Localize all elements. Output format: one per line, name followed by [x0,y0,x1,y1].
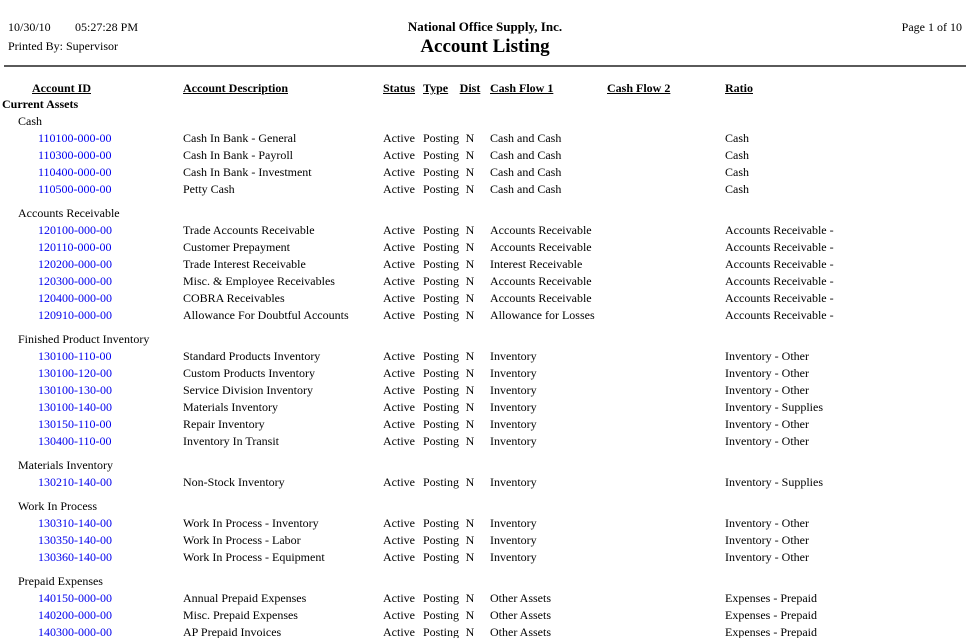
account-id-link[interactable]: 130150-110-00 [38,417,112,431]
dist-cell: N [465,550,475,564]
account-id-link[interactable]: 140150-000-00 [38,591,112,605]
type-cell: Posting [423,240,460,254]
ratio-cell: Accounts Receivable - [725,223,834,237]
account-description-cell: Cash In Bank - General [183,131,297,145]
section-label: Materials Inventory [18,458,113,472]
dist-cell: N [465,257,475,271]
account-id-link[interactable]: 120400-000-00 [38,291,112,305]
account-description-cell: Misc. Prepaid Expenses [183,608,298,622]
type-cell: Posting [423,434,460,448]
account-description-cell: Misc. & Employee Receivables [183,274,335,288]
account-description-cell: Standard Products Inventory [183,349,321,363]
cash-flow-1-cell: Inventory [490,516,537,530]
dist-cell: N [465,475,475,489]
ratio-cell: Inventory - Other [725,533,809,547]
status-cell: Active [383,533,415,547]
table-row [0,239,970,256]
table-row [0,607,970,624]
account-description-cell: Materials Inventory [183,400,278,414]
cash-flow-1-cell: Accounts Receivable [490,291,592,305]
cash-flow-1-cell: Other Assets [490,625,551,638]
column-header-cash-flow-2: Cash Flow 2 [607,81,671,95]
table-row [0,433,970,450]
cash-flow-1-cell: Cash and Cash [490,148,562,162]
status-cell: Active [383,550,415,564]
account-section [0,573,970,638]
cash-flow-1-cell: Accounts Receivable [490,240,592,254]
dist-cell: N [465,400,475,414]
table-row [0,474,970,491]
column-header-ratio: Ratio [725,81,753,95]
type-cell: Posting [423,223,460,237]
account-id-link[interactable]: 130100-110-00 [38,349,112,363]
ratio-cell: Accounts Receivable - [725,308,834,322]
table-row [0,164,970,181]
account-description-cell: Inventory In Transit [183,434,279,448]
cash-flow-1-cell: Accounts Receivable [490,274,592,288]
table-row [0,130,970,147]
account-description-cell: Repair Inventory [183,417,265,431]
table-row [0,147,970,164]
cash-flow-1-cell: Other Assets [490,591,551,605]
printed-by: Printed By: Supervisor [8,39,118,53]
status-cell: Active [383,400,415,414]
dist-cell: N [465,240,475,254]
cash-flow-1-cell: Inventory [490,533,537,547]
ratio-cell: Accounts Receivable - [725,240,834,254]
ratio-cell: Inventory - Other [725,550,809,564]
ratio-cell: Expenses - Prepaid [725,625,817,638]
type-cell: Posting [423,131,460,145]
status-cell: Active [383,516,415,530]
dist-cell: N [465,417,475,431]
ratio-cell: Inventory - Other [725,383,809,397]
ratio-cell: Cash [725,165,749,179]
status-cell: Active [383,274,415,288]
account-description-cell: AP Prepaid Invoices [183,625,282,638]
status-cell: Active [383,257,415,271]
type-cell: Posting [423,383,460,397]
ratio-cell: Inventory - Other [725,349,809,363]
ratio-cell: Cash [725,131,749,145]
table-row [0,624,970,638]
table-row [0,416,970,433]
account-description-cell: Trade Interest Receivable [183,257,306,271]
dist-cell: N [465,366,475,380]
account-id-link[interactable]: 120100-000-00 [38,223,112,237]
ratio-cell: Expenses - Prepaid [725,591,817,605]
status-cell: Active [383,131,415,145]
ratio-cell: Inventory - Supplies [725,475,823,489]
table-row [0,348,970,365]
status-cell: Active [383,475,415,489]
status-cell: Active [383,291,415,305]
type-cell: Posting [423,165,460,179]
ratio-cell: Inventory - Other [725,366,809,380]
section-label: Work In Process [18,499,98,513]
dist-cell: N [465,182,475,196]
print-date: 10/30/10 [8,20,51,34]
type-cell: Posting [423,417,460,431]
status-cell: Active [383,240,415,254]
column-header-account-description: Account Description [183,81,288,95]
account-section [0,331,970,450]
account-id-link[interactable]: 140300-000-00 [38,625,112,638]
account-id-link[interactable]: 120910-000-00 [38,308,112,322]
cash-flow-1-cell: Allowance for Losses [490,308,595,322]
account-id-link[interactable]: 110100-000-00 [38,131,112,145]
type-cell: Posting [423,148,460,162]
print-time: 05:27:28 PM [75,20,139,34]
column-header-cash-flow-1: Cash Flow 1 [490,81,554,95]
status-cell: Active [383,591,415,605]
account-description-cell: COBRA Receivables [183,291,285,305]
cash-flow-1-cell: Inventory [490,366,537,380]
type-cell: Posting [423,550,460,564]
account-id-link[interactable]: 130350-140-00 [38,533,112,547]
header-rule [4,65,966,67]
type-cell: Posting [423,608,460,622]
account-id-link[interactable]: 130210-140-00 [38,475,112,489]
type-cell: Posting [423,533,460,547]
cash-flow-1-cell: Cash and Cash [490,165,562,179]
status-cell: Active [383,349,415,363]
table-row [0,365,970,382]
type-cell: Posting [423,274,460,288]
column-header-type: Type [423,81,449,95]
cash-flow-1-cell: Interest Receivable [490,257,583,271]
type-cell: Posting [423,475,460,489]
account-description-cell: Trade Accounts Receivable [183,223,315,237]
type-cell: Posting [423,516,460,530]
cash-flow-1-cell: Other Assets [490,608,551,622]
cash-flow-1-cell: Inventory [490,349,537,363]
status-cell: Active [383,608,415,622]
status-cell: Active [383,148,415,162]
account-id-link[interactable]: 130100-130-00 [38,383,112,397]
account-section [0,498,970,566]
type-cell: Posting [423,349,460,363]
dist-cell: N [465,383,475,397]
dist-cell: N [465,165,475,179]
dist-cell: N [465,148,475,162]
account-description-cell: Non-Stock Inventory [183,475,285,489]
account-description-cell: Petty Cash [183,182,235,196]
ratio-cell: Accounts Receivable - [725,274,834,288]
ratio-cell: Inventory - Other [725,434,809,448]
account-description-cell: Cash In Bank - Investment [183,165,312,179]
account-section [0,457,970,491]
ratio-cell: Inventory - Other [725,516,809,530]
cash-flow-1-cell: Inventory [490,475,537,489]
cash-flow-1-cell: Inventory [490,550,537,564]
dist-cell: N [465,223,475,237]
column-header-account-id: Account ID [32,81,91,95]
table-row [0,307,970,324]
ratio-cell: Expenses - Prepaid [725,608,817,622]
dist-cell: N [465,591,475,605]
dist-cell: N [465,533,475,547]
account-id-link[interactable]: 130100-120-00 [38,366,112,380]
page-indicator: Page 1 of 10 [901,20,962,34]
status-cell: Active [383,383,415,397]
company-name: National Office Supply, Inc. [407,19,563,34]
status-cell: Active [383,417,415,431]
section-label: Cash [18,114,42,128]
account-id-link[interactable]: 120300-000-00 [38,274,112,288]
account-section [0,205,970,324]
account-group-label: Current Assets [2,97,79,111]
status-cell: Active [383,434,415,448]
report-title: Account Listing [420,36,550,57]
account-description-cell: Customer Prepayment [183,240,290,254]
type-cell: Posting [423,366,460,380]
cash-flow-1-cell: Inventory [490,434,537,448]
column-header-dist: Dist [459,81,481,95]
section-label: Accounts Receivable [18,206,120,220]
dist-cell: N [465,516,475,530]
table-row [0,549,970,566]
account-description-cell: Work In Process - Inventory [183,516,319,530]
ratio-cell: Cash [725,148,749,162]
report-body [0,96,970,638]
cash-flow-1-cell: Cash and Cash [490,131,562,145]
account-id-link[interactable]: 110500-000-00 [38,182,112,196]
table-row [0,532,970,549]
type-cell: Posting [423,591,460,605]
table-row [0,290,970,307]
account-id-link[interactable]: 130360-140-00 [38,550,112,564]
dist-cell: N [465,349,475,363]
ratio-cell: Inventory - Other [725,417,809,431]
account-id-link[interactable]: 130400-110-00 [38,434,112,448]
cash-flow-1-cell: Inventory [490,383,537,397]
account-id-link[interactable]: 120200-000-00 [38,257,112,271]
table-row [0,515,970,532]
cash-flow-1-cell: Inventory [490,417,537,431]
ratio-cell: Cash [725,182,749,196]
dist-cell: N [465,308,475,322]
account-section [0,113,970,198]
table-row [0,273,970,290]
table-row [0,590,970,607]
account-id-link[interactable]: 120110-000-00 [38,240,112,254]
dist-cell: N [465,291,475,305]
status-cell: Active [383,165,415,179]
status-cell: Active [383,625,415,638]
account-description-cell: Work In Process - Equipment [183,550,325,564]
type-cell: Posting [423,625,460,638]
account-description-cell: Allowance For Doubtful Accounts [183,308,349,322]
account-id-link[interactable]: 130100-140-00 [38,400,112,414]
column-header-row [0,80,970,97]
dist-cell: N [465,131,475,145]
dist-cell: N [465,608,475,622]
sections-container [0,113,970,638]
account-description-cell: Custom Products Inventory [183,366,315,380]
account-id-link[interactable]: 140200-000-00 [38,608,112,622]
type-cell: Posting [423,400,460,414]
table-row [0,256,970,273]
column-header-status: Status [383,81,416,95]
type-cell: Posting [423,182,460,196]
cash-flow-1-cell: Inventory [490,400,537,414]
type-cell: Posting [423,291,460,305]
ratio-cell: Inventory - Supplies [725,400,823,414]
account-description-cell: Annual Prepaid Expenses [183,591,307,605]
account-description-cell: Service Division Inventory [183,383,313,397]
account-description-cell: Work In Process - Labor [183,533,301,547]
table-row [0,181,970,198]
type-cell: Posting [423,257,460,271]
type-cell: Posting [423,308,460,322]
table-row [0,382,970,399]
status-cell: Active [383,182,415,196]
cash-flow-1-cell: Cash and Cash [490,182,562,196]
dist-cell: N [465,625,475,638]
section-label: Finished Product Inventory [18,332,150,346]
status-cell: Active [383,366,415,380]
table-row [0,399,970,416]
account-id-link[interactable]: 110400-000-00 [38,165,112,179]
account-id-link[interactable]: 110300-000-00 [38,148,112,162]
cash-flow-1-cell: Accounts Receivable [490,223,592,237]
dist-cell: N [465,274,475,288]
status-cell: Active [383,308,415,322]
account-id-link[interactable]: 130310-140-00 [38,516,112,530]
ratio-cell: Accounts Receivable - [725,257,834,271]
dist-cell: N [465,434,475,448]
status-cell: Active [383,223,415,237]
ratio-cell: Accounts Receivable - [725,291,834,305]
table-row [0,222,970,239]
account-description-cell: Cash In Bank - Payroll [183,148,293,162]
section-label: Prepaid Expenses [18,574,103,588]
